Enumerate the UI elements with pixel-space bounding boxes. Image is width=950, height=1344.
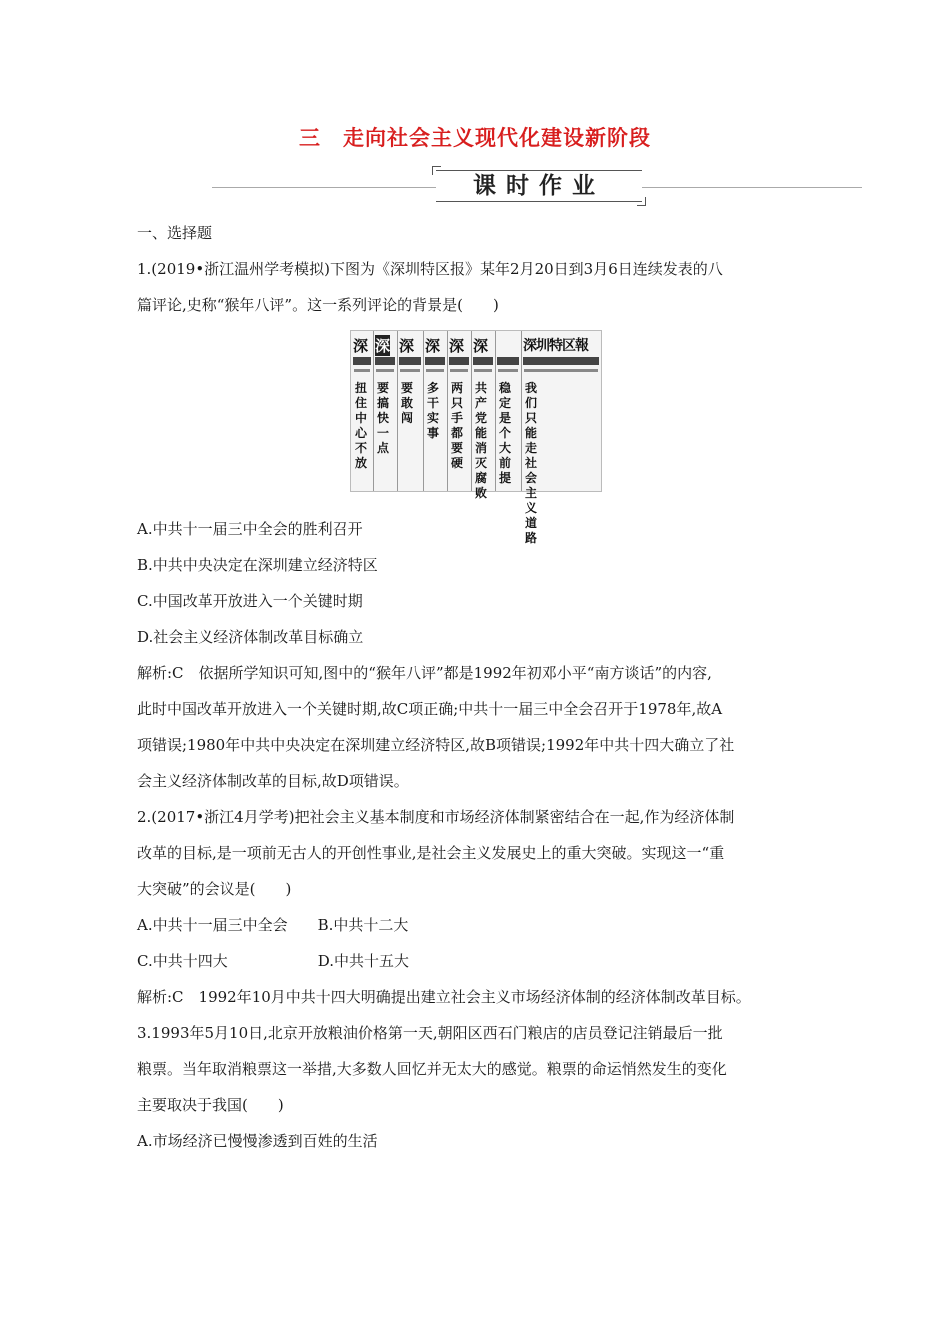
newspaper-column: 深 多干实事 bbox=[423, 331, 448, 491]
option-c: C.中国改革开放进入一个关键时期 bbox=[137, 592, 363, 610]
newspaper-headline: 要敢闯 bbox=[401, 381, 414, 425]
analysis-line: 解析:C 1992年10月中共十四大明确提出建立社会主义市场经济体制的经济体制改革目标。 bbox=[137, 988, 751, 1006]
analysis-line: 解析:C 依据所学知识可知,图中的“猴年八评”都是1992年初邓小平“南方谈话”的内容, bbox=[137, 664, 712, 682]
newspaper-column: 深 两只手都要硬 bbox=[447, 331, 472, 491]
question-line: 粮票。当年取消粮票这一举措,大多数人回忆并无太大的感觉。粮票的命运悄然发生的变化 bbox=[137, 1060, 727, 1078]
question-line: 改革的目标,是一项前无古人的开创性事业,是社会主义发展史上的重大突破。实现这一“重 bbox=[137, 844, 725, 862]
newspaper-image bbox=[350, 330, 602, 545]
newspaper-headline: 扭住中心不放 bbox=[355, 381, 368, 470]
section-heading: 一、选择题 bbox=[137, 224, 213, 242]
option-a: A.市场经济已慢慢渗透到百姓的生活 bbox=[137, 1132, 378, 1150]
option-a: A.中共十一届三中全会的胜利召开 bbox=[137, 520, 363, 538]
option-b: B.中共中央决定在深圳建立经济特区 bbox=[137, 556, 378, 574]
page-title: 三 走向社会主义现代化建设新阶段 bbox=[299, 126, 651, 150]
option-row: C.中共十四大 D.中共十五大 bbox=[137, 952, 409, 970]
newspaper-column: 深 共产党能消灭腐败 bbox=[471, 331, 496, 491]
banner-rule-left bbox=[212, 187, 436, 188]
newspaper-headline: 稳定是个大前提 bbox=[499, 381, 512, 485]
option-row: A.中共十一届三中全会 B.中共十二大 bbox=[137, 916, 409, 934]
option-d: D.社会主义经济体制改革目标确立 bbox=[137, 628, 364, 646]
newspaper-column: 深 要敢闯 bbox=[397, 331, 424, 491]
text-line: 篇评论,史称“猴年八评”。这一系列评论的背景是( ) bbox=[137, 296, 499, 314]
banner-text: 课时作业 bbox=[473, 173, 605, 199]
newspaper-headline: 多干实事 bbox=[427, 381, 440, 440]
banner-box bbox=[436, 170, 642, 202]
newspaper-headline: 我们只能走社会主义道路 bbox=[525, 381, 538, 545]
question-line: 2.(2017•浙江4月学考)把社会主义基本制度和市场经济体制紧密结合在一起,作为经济体制 bbox=[137, 808, 735, 826]
text-line: 1.(2019•浙江温州学考模拟)下图为《深圳特区报》某年2月20日到3月6日连续发表的八 bbox=[137, 260, 723, 278]
analysis-line: 会主义经济体制改革的目标,故D项错误。 bbox=[137, 772, 409, 790]
question-line: 大突破”的会议是( ) bbox=[137, 880, 292, 898]
banner-rule-right bbox=[642, 187, 862, 188]
question-line: 主要取决于我国( ) bbox=[137, 1096, 284, 1114]
newspaper-headline: 要搞快一点 bbox=[377, 381, 390, 455]
newspaper-headline: 共产党能消灭腐败 bbox=[475, 381, 488, 500]
question-line: 3.1993年5月10日,北京开放粮油价格第一天,朝阳区西石门粮店的店员登记注销最后一批 bbox=[137, 1024, 723, 1042]
newspaper-column: 深 要搞快一点 bbox=[373, 331, 398, 491]
analysis-line: 此时中国改革开放进入一个关键时期,故C项正确;中共十一届三中全会召开于1978年,故A bbox=[137, 700, 723, 718]
newspaper-column bbox=[495, 331, 522, 491]
newspaper-column: 深 扭住中心不放 bbox=[351, 331, 374, 491]
section-banner bbox=[212, 166, 862, 206]
newspaper-column-main bbox=[521, 331, 601, 545]
newspaper-masthead: 深圳特区報 bbox=[523, 338, 588, 354]
newspaper-headline: 两只手都要硬 bbox=[451, 381, 464, 470]
analysis-line: 项错误;1980年中共中央决定在深圳建立经济特区,故B项错误;1992年中共十四大确立了社 bbox=[137, 736, 735, 754]
